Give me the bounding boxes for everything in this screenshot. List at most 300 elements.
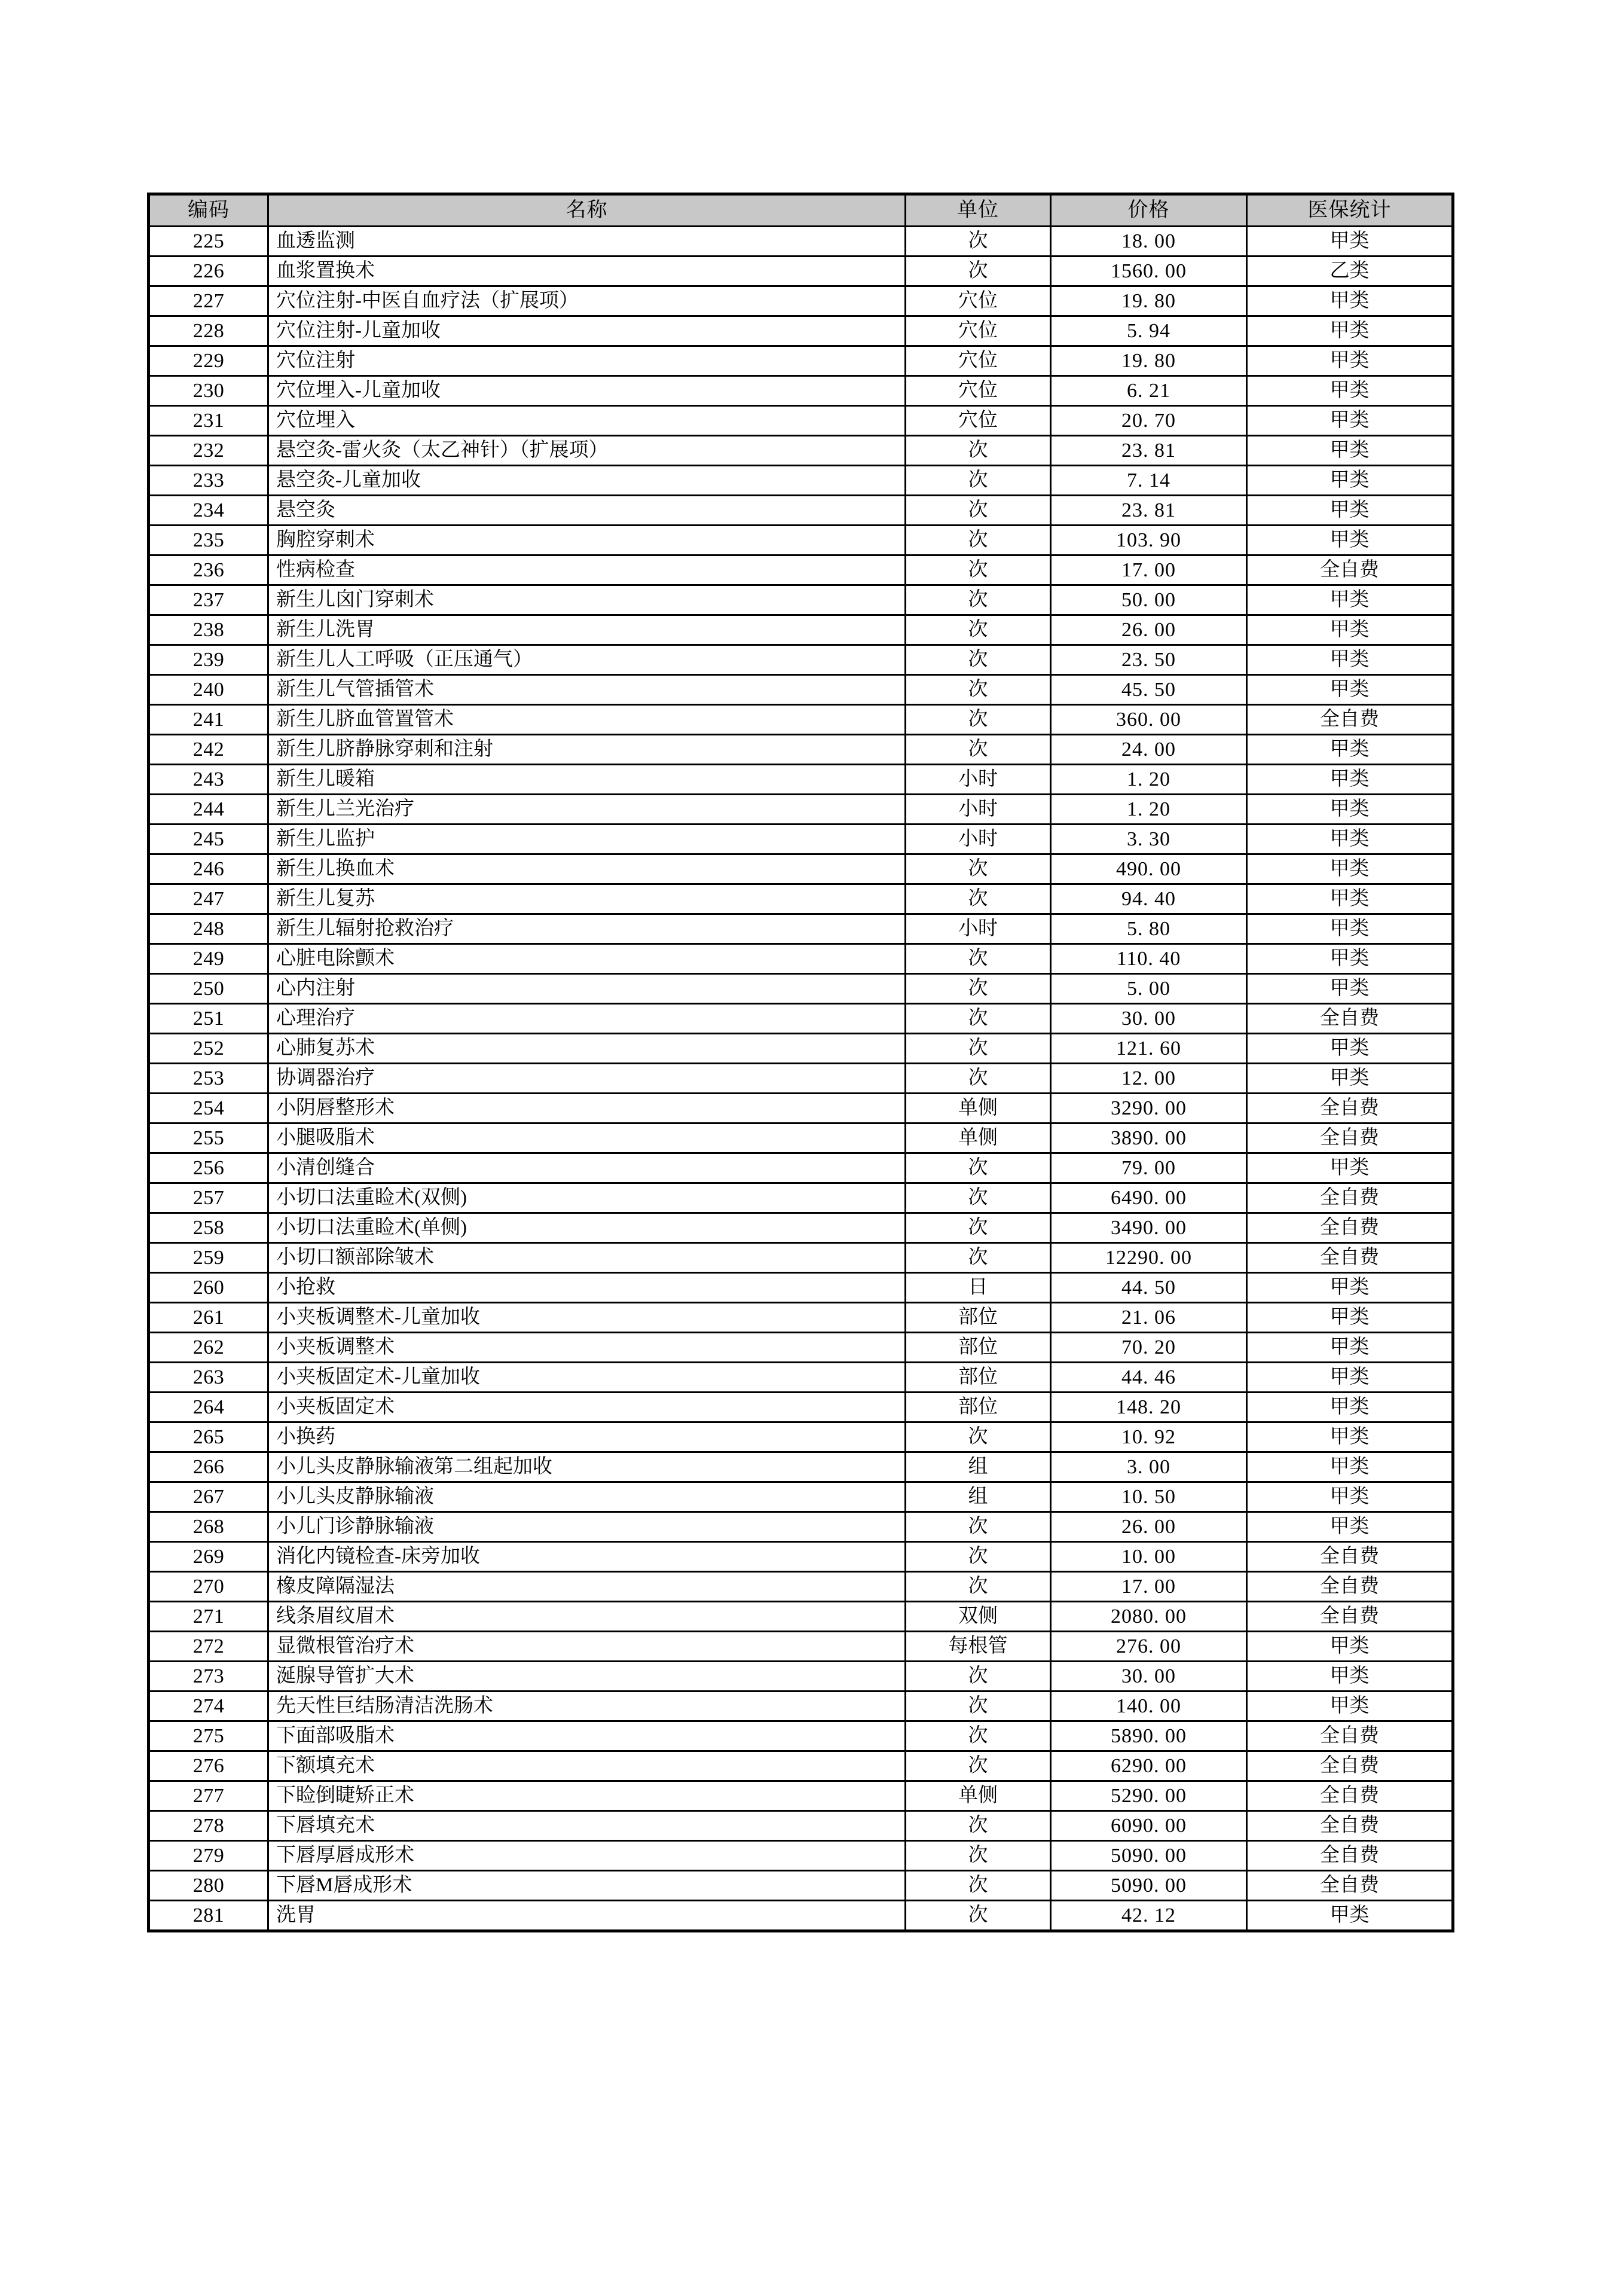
cell-unit: 次 [906, 436, 1051, 466]
cell-price: 19. 80 [1051, 346, 1247, 376]
cell-insurance: 全自费 [1247, 1602, 1453, 1632]
cell-code: 245 [149, 825, 268, 854]
cell-price: 10. 00 [1051, 1542, 1247, 1572]
cell-unit: 双侧 [906, 1602, 1051, 1632]
cell-price: 30. 00 [1051, 1004, 1247, 1034]
cell-price: 17. 00 [1051, 1572, 1247, 1602]
cell-insurance: 甲类 [1247, 1422, 1453, 1452]
table-row [149, 496, 1453, 526]
cell-code: 247 [149, 884, 268, 914]
cell-name: 新生儿暖箱 [268, 765, 906, 795]
cell-unit: 次 [906, 705, 1051, 735]
table-header [149, 194, 1453, 227]
cell-name: 小阴唇整形术 [268, 1094, 906, 1123]
table-row [149, 1034, 1453, 1064]
cell-code: 260 [149, 1273, 268, 1303]
table-row [149, 406, 1453, 436]
cell-insurance: 甲类 [1247, 1632, 1453, 1662]
cell-code: 255 [149, 1123, 268, 1153]
cell-name: 小夹板调整术-儿童加收 [268, 1303, 906, 1333]
cell-price: 94. 40 [1051, 884, 1247, 914]
cell-price: 19. 80 [1051, 286, 1247, 316]
cell-insurance: 全自费 [1247, 1721, 1453, 1751]
cell-price: 5090. 00 [1051, 1871, 1247, 1901]
cell-code: 251 [149, 1004, 268, 1034]
cell-code: 241 [149, 705, 268, 735]
cell-name: 小清创缝合 [268, 1153, 906, 1183]
cell-unit: 小时 [906, 765, 1051, 795]
cell-unit: 次 [906, 1662, 1051, 1692]
cell-unit: 次 [906, 735, 1051, 765]
cell-unit: 小时 [906, 795, 1051, 825]
cell-name: 新生儿复苏 [268, 884, 906, 914]
cell-unit: 次 [906, 1153, 1051, 1183]
cell-code: 235 [149, 526, 268, 555]
cell-code: 237 [149, 585, 268, 615]
price-table-container [147, 193, 1451, 1932]
table-row [149, 1094, 1453, 1123]
cell-price: 5290. 00 [1051, 1781, 1247, 1811]
cell-insurance: 全自费 [1247, 1123, 1453, 1153]
cell-insurance: 乙类 [1247, 257, 1453, 286]
cell-insurance: 全自费 [1247, 1094, 1453, 1123]
cell-insurance: 甲类 [1247, 496, 1453, 526]
cell-name: 先天性巨结肠清洁洗肠术 [268, 1692, 906, 1721]
cell-insurance: 甲类 [1247, 795, 1453, 825]
table-row [149, 1243, 1453, 1273]
cell-price: 44. 50 [1051, 1273, 1247, 1303]
cell-unit: 次 [906, 1243, 1051, 1273]
cell-code: 232 [149, 436, 268, 466]
cell-code: 261 [149, 1303, 268, 1333]
cell-price: 5. 80 [1051, 914, 1247, 944]
cell-code: 231 [149, 406, 268, 436]
table-row [149, 914, 1453, 944]
cell-insurance: 全自费 [1247, 1781, 1453, 1811]
cell-price: 6490. 00 [1051, 1183, 1247, 1213]
cell-insurance: 甲类 [1247, 884, 1453, 914]
table-row [149, 1692, 1453, 1721]
cell-unit: 次 [906, 1064, 1051, 1094]
cell-insurance: 甲类 [1247, 914, 1453, 944]
cell-name: 小换药 [268, 1422, 906, 1452]
cell-name: 洗胃 [268, 1901, 906, 1931]
cell-name: 心内注射 [268, 974, 906, 1004]
cell-insurance: 甲类 [1247, 346, 1453, 376]
cell-insurance: 甲类 [1247, 1662, 1453, 1692]
cell-code: 270 [149, 1572, 268, 1602]
cell-name: 新生儿洗胃 [268, 615, 906, 645]
cell-unit: 次 [906, 1841, 1051, 1871]
cell-unit: 单侧 [906, 1123, 1051, 1153]
table-row [149, 884, 1453, 914]
cell-name: 新生儿气管插管术 [268, 675, 906, 705]
cell-insurance: 甲类 [1247, 854, 1453, 884]
table-row [149, 1632, 1453, 1662]
cell-unit: 次 [906, 496, 1051, 526]
cell-unit: 次 [906, 675, 1051, 705]
cell-insurance: 甲类 [1247, 765, 1453, 795]
cell-name: 消化内镜检查-床旁加收 [268, 1542, 906, 1572]
cell-price: 50. 00 [1051, 585, 1247, 615]
cell-name: 小儿头皮静脉输液第二组起加收 [268, 1452, 906, 1482]
table-row [149, 1572, 1453, 1602]
cell-price: 23. 81 [1051, 436, 1247, 466]
cell-code: 268 [149, 1512, 268, 1542]
cell-price: 2080. 00 [1051, 1602, 1247, 1632]
table-row [149, 1183, 1453, 1213]
medical-price-table [147, 193, 1454, 1932]
table-row [149, 585, 1453, 615]
cell-price: 5. 00 [1051, 974, 1247, 1004]
cell-name: 穴位注射-儿童加收 [268, 316, 906, 346]
cell-code: 258 [149, 1213, 268, 1243]
cell-name: 小抢救 [268, 1273, 906, 1303]
cell-price: 3. 00 [1051, 1452, 1247, 1482]
cell-unit: 穴位 [906, 286, 1051, 316]
cell-price: 44. 46 [1051, 1363, 1247, 1393]
cell-name: 小夹板固定术 [268, 1393, 906, 1422]
cell-name: 心肺复苏术 [268, 1034, 906, 1064]
table-row [149, 376, 1453, 406]
cell-insurance: 全自费 [1247, 1213, 1453, 1243]
table-row [149, 257, 1453, 286]
cell-unit: 次 [906, 555, 1051, 585]
cell-unit: 次 [906, 1721, 1051, 1751]
cell-unit: 次 [906, 1871, 1051, 1901]
cell-code: 244 [149, 795, 268, 825]
table-row [149, 1781, 1453, 1811]
cell-code: 250 [149, 974, 268, 1004]
table-row [149, 1153, 1453, 1183]
table-row [149, 615, 1453, 645]
cell-unit: 次 [906, 1572, 1051, 1602]
cell-price: 18. 00 [1051, 227, 1247, 257]
column-header-insurance: 医保统计 [1247, 194, 1453, 227]
cell-code: 272 [149, 1632, 268, 1662]
table-row [149, 735, 1453, 765]
cell-price: 148. 20 [1051, 1393, 1247, 1422]
cell-price: 6. 21 [1051, 376, 1247, 406]
cell-unit: 次 [906, 466, 1051, 496]
cell-insurance: 甲类 [1247, 286, 1453, 316]
cell-code: 229 [149, 346, 268, 376]
cell-code: 253 [149, 1064, 268, 1094]
cell-code: 240 [149, 675, 268, 705]
cell-name: 小切口额部除皱术 [268, 1243, 906, 1273]
table-row [149, 436, 1453, 466]
cell-price: 103. 90 [1051, 526, 1247, 555]
table-header-row [149, 194, 1453, 227]
cell-name: 悬空灸-儿童加收 [268, 466, 906, 496]
table-row [149, 705, 1453, 735]
table-row [149, 526, 1453, 555]
cell-unit: 次 [906, 1542, 1051, 1572]
cell-code: 266 [149, 1452, 268, 1482]
cell-price: 7. 14 [1051, 466, 1247, 496]
cell-code: 269 [149, 1542, 268, 1572]
cell-price: 26. 00 [1051, 615, 1247, 645]
cell-code: 281 [149, 1901, 268, 1931]
cell-unit: 次 [906, 1004, 1051, 1034]
cell-unit: 次 [906, 615, 1051, 645]
table-row [149, 1273, 1453, 1303]
cell-unit: 组 [906, 1482, 1051, 1512]
table-row [149, 765, 1453, 795]
cell-name: 悬空灸-雷火灸（太乙神针）（扩展项） [268, 436, 906, 466]
cell-unit: 次 [906, 1811, 1051, 1841]
cell-unit: 次 [906, 227, 1051, 257]
cell-price: 3490. 00 [1051, 1213, 1247, 1243]
cell-price: 17. 00 [1051, 555, 1247, 585]
table-row [149, 1721, 1453, 1751]
cell-code: 259 [149, 1243, 268, 1273]
cell-name: 新生儿人工呼吸（正压通气） [268, 645, 906, 675]
cell-name: 下睑倒睫矫正术 [268, 1781, 906, 1811]
cell-insurance: 甲类 [1247, 735, 1453, 765]
cell-price: 490. 00 [1051, 854, 1247, 884]
cell-code: 249 [149, 944, 268, 974]
cell-unit: 次 [906, 1512, 1051, 1542]
cell-price: 1. 20 [1051, 765, 1247, 795]
cell-unit: 穴位 [906, 376, 1051, 406]
cell-price: 79. 00 [1051, 1153, 1247, 1183]
cell-unit: 次 [906, 1422, 1051, 1452]
cell-insurance: 甲类 [1247, 585, 1453, 615]
cell-unit: 次 [906, 585, 1051, 615]
cell-code: 225 [149, 227, 268, 257]
cell-price: 3290. 00 [1051, 1094, 1247, 1123]
table-row [149, 944, 1453, 974]
table-row [149, 1004, 1453, 1034]
table-row [149, 1213, 1453, 1243]
table-row [149, 1393, 1453, 1422]
table-row [149, 286, 1453, 316]
cell-unit: 次 [906, 1183, 1051, 1213]
cell-code: 256 [149, 1153, 268, 1183]
cell-name: 穴位注射-中医自血疗法（扩展项） [268, 286, 906, 316]
cell-unit: 单侧 [906, 1781, 1051, 1811]
cell-insurance: 甲类 [1247, 645, 1453, 675]
cell-unit: 部位 [906, 1303, 1051, 1333]
cell-unit: 小时 [906, 825, 1051, 854]
cell-unit: 穴位 [906, 406, 1051, 436]
cell-name: 线条眉纹眉术 [268, 1602, 906, 1632]
cell-unit: 次 [906, 1692, 1051, 1721]
cell-insurance: 甲类 [1247, 1482, 1453, 1512]
cell-code: 267 [149, 1482, 268, 1512]
cell-price: 70. 20 [1051, 1333, 1247, 1363]
cell-code: 257 [149, 1183, 268, 1213]
cell-code: 242 [149, 735, 268, 765]
cell-code: 246 [149, 854, 268, 884]
cell-insurance: 甲类 [1247, 316, 1453, 346]
cell-unit: 部位 [906, 1333, 1051, 1363]
cell-price: 5090. 00 [1051, 1841, 1247, 1871]
table-row [149, 675, 1453, 705]
cell-insurance: 甲类 [1247, 1034, 1453, 1064]
cell-insurance: 全自费 [1247, 1542, 1453, 1572]
cell-code: 263 [149, 1363, 268, 1393]
cell-insurance: 甲类 [1247, 1393, 1453, 1422]
cell-price: 3890. 00 [1051, 1123, 1247, 1153]
cell-insurance: 甲类 [1247, 974, 1453, 1004]
table-row [149, 854, 1453, 884]
cell-price: 110. 40 [1051, 944, 1247, 974]
cell-price: 5. 94 [1051, 316, 1247, 346]
table-row [149, 1901, 1453, 1931]
cell-price: 42. 12 [1051, 1901, 1247, 1931]
cell-name: 新生儿换血术 [268, 854, 906, 884]
cell-code: 234 [149, 496, 268, 526]
cell-name: 穴位埋入-儿童加收 [268, 376, 906, 406]
cell-price: 30. 00 [1051, 1662, 1247, 1692]
cell-name: 胸腔穿刺术 [268, 526, 906, 555]
cell-code: 273 [149, 1662, 268, 1692]
cell-name: 新生儿兰光治疗 [268, 795, 906, 825]
cell-price: 6090. 00 [1051, 1811, 1247, 1841]
cell-unit: 次 [906, 974, 1051, 1004]
cell-name: 小腿吸脂术 [268, 1123, 906, 1153]
cell-price: 5890. 00 [1051, 1721, 1247, 1751]
cell-name: 新生儿监护 [268, 825, 906, 854]
cell-code: 228 [149, 316, 268, 346]
table-row [149, 1064, 1453, 1094]
cell-price: 21. 06 [1051, 1303, 1247, 1333]
cell-name: 性病检查 [268, 555, 906, 585]
cell-code: 271 [149, 1602, 268, 1632]
cell-name: 下唇填充术 [268, 1811, 906, 1841]
column-header-name: 名称 [268, 194, 906, 227]
cell-name: 协调器治疗 [268, 1064, 906, 1094]
cell-insurance: 甲类 [1247, 675, 1453, 705]
cell-insurance: 甲类 [1247, 406, 1453, 436]
cell-unit: 单侧 [906, 1094, 1051, 1123]
cell-name: 新生儿脐血管置管术 [268, 705, 906, 735]
cell-code: 252 [149, 1034, 268, 1064]
cell-code: 278 [149, 1811, 268, 1841]
table-row [149, 555, 1453, 585]
cell-name: 小夹板调整术 [268, 1333, 906, 1363]
cell-insurance: 甲类 [1247, 227, 1453, 257]
cell-unit: 次 [906, 526, 1051, 555]
cell-price: 23. 50 [1051, 645, 1247, 675]
cell-name: 血浆置换术 [268, 257, 906, 286]
cell-insurance: 甲类 [1247, 526, 1453, 555]
column-header-code: 编码 [149, 194, 268, 227]
cell-insurance: 全自费 [1247, 1811, 1453, 1841]
cell-name: 小切口法重睑术(双侧) [268, 1183, 906, 1213]
table-row [149, 1363, 1453, 1393]
cell-code: 279 [149, 1841, 268, 1871]
cell-insurance: 甲类 [1247, 825, 1453, 854]
cell-code: 264 [149, 1393, 268, 1422]
cell-code: 226 [149, 257, 268, 286]
table-row [149, 346, 1453, 376]
cell-code: 230 [149, 376, 268, 406]
cell-price: 24. 00 [1051, 735, 1247, 765]
cell-insurance: 甲类 [1247, 1303, 1453, 1333]
cell-insurance: 全自费 [1247, 1871, 1453, 1901]
cell-insurance: 全自费 [1247, 1572, 1453, 1602]
cell-price: 12. 00 [1051, 1064, 1247, 1094]
cell-code: 280 [149, 1871, 268, 1901]
cell-unit: 次 [906, 645, 1051, 675]
table-row [149, 825, 1453, 854]
cell-name: 穴位注射 [268, 346, 906, 376]
cell-unit: 穴位 [906, 346, 1051, 376]
cell-price: 6290. 00 [1051, 1751, 1247, 1781]
table-row [149, 1422, 1453, 1452]
cell-code: 274 [149, 1692, 268, 1721]
cell-insurance: 全自费 [1247, 1243, 1453, 1273]
cell-price: 140. 00 [1051, 1692, 1247, 1721]
cell-unit: 小时 [906, 914, 1051, 944]
cell-code: 233 [149, 466, 268, 496]
table-row [149, 1662, 1453, 1692]
cell-unit: 部位 [906, 1363, 1051, 1393]
table-row [149, 974, 1453, 1004]
cell-name: 小夹板固定术-儿童加收 [268, 1363, 906, 1393]
cell-code: 238 [149, 615, 268, 645]
cell-insurance: 甲类 [1247, 1363, 1453, 1393]
table-row [149, 795, 1453, 825]
cell-name: 涎腺导管扩大术 [268, 1662, 906, 1692]
table-row [149, 1871, 1453, 1901]
cell-name: 血透监测 [268, 227, 906, 257]
cell-insurance: 甲类 [1247, 1512, 1453, 1542]
cell-insurance: 甲类 [1247, 1064, 1453, 1094]
cell-price: 276. 00 [1051, 1632, 1247, 1662]
cell-price: 3. 30 [1051, 825, 1247, 854]
table-row [149, 1602, 1453, 1632]
cell-price: 121. 60 [1051, 1034, 1247, 1064]
cell-unit: 次 [906, 1751, 1051, 1781]
cell-price: 1560. 00 [1051, 257, 1247, 286]
cell-name: 穴位埋入 [268, 406, 906, 436]
cell-insurance: 甲类 [1247, 944, 1453, 974]
cell-insurance: 甲类 [1247, 1333, 1453, 1363]
cell-code: 243 [149, 765, 268, 795]
table-body [149, 227, 1453, 1931]
cell-code: 265 [149, 1422, 268, 1452]
cell-insurance: 甲类 [1247, 1273, 1453, 1303]
cell-name: 下唇厚唇成形术 [268, 1841, 906, 1871]
cell-price: 10. 92 [1051, 1422, 1247, 1452]
cell-code: 262 [149, 1333, 268, 1363]
cell-unit: 每根管 [906, 1632, 1051, 1662]
cell-price: 45. 50 [1051, 675, 1247, 705]
cell-insurance: 甲类 [1247, 1692, 1453, 1721]
cell-code: 276 [149, 1751, 268, 1781]
cell-insurance: 甲类 [1247, 615, 1453, 645]
cell-code: 239 [149, 645, 268, 675]
cell-name: 橡皮障隔湿法 [268, 1572, 906, 1602]
cell-unit: 次 [906, 944, 1051, 974]
cell-code: 248 [149, 914, 268, 944]
table-row [149, 316, 1453, 346]
table-row [149, 1333, 1453, 1363]
cell-unit: 次 [906, 1901, 1051, 1931]
cell-name: 新生儿辐射抢救治疗 [268, 914, 906, 944]
table-row [149, 1751, 1453, 1781]
cell-unit: 次 [906, 884, 1051, 914]
cell-price: 23. 81 [1051, 496, 1247, 526]
table-row [149, 227, 1453, 257]
cell-price: 10. 50 [1051, 1482, 1247, 1512]
cell-insurance: 甲类 [1247, 376, 1453, 406]
table-row [149, 645, 1453, 675]
